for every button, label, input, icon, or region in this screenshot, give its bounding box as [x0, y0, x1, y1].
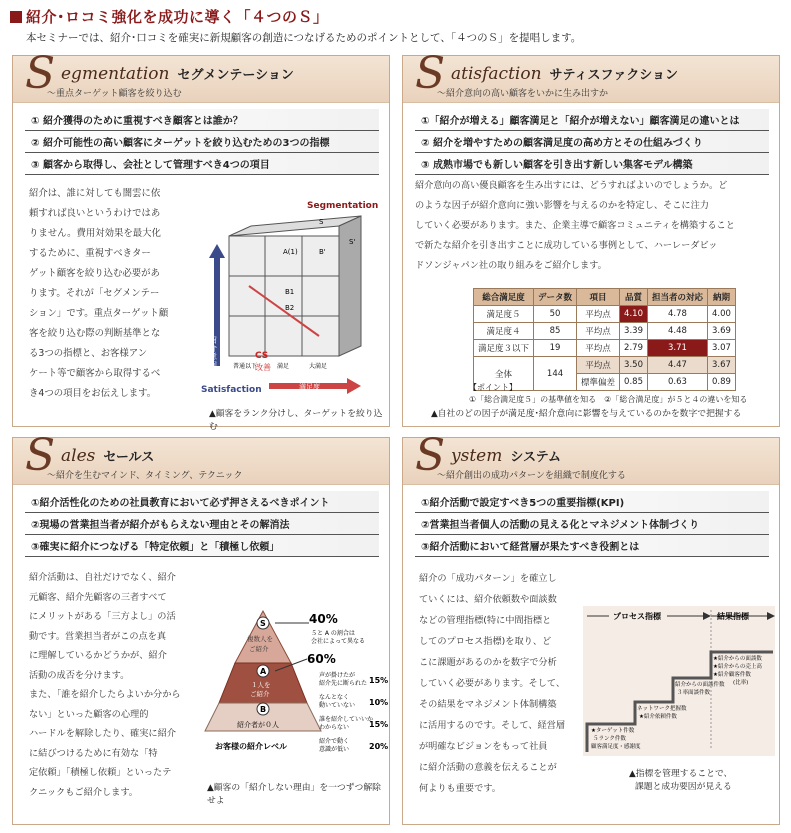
satisfaction-title: atisfaction サティスファクション	[451, 64, 678, 84]
satisfaction-body: 紹介意向の高い優良顧客を生み出すには、どうすればよいのでしょうか。ど のような因子が紹介意向に強い影響を与えるのかを特定し、そこに注力 していく必要があります。また、企業主導で顧客コミュニティを構築すること で新たな紹介を引き出すことに成功している事例として、ハーレーダビッ ドソンジャパン社の取り組みをご紹介します。	[415, 180, 735, 271]
segmentation-header	[13, 48, 389, 103]
segmentation-initial: S	[25, 48, 56, 99]
sales-panel	[12, 430, 390, 825]
point-item: ③確実に紹介につなげる「特定依頼」と「積極し依頼」	[25, 535, 379, 557]
svg-text:10%: 10%	[369, 698, 388, 707]
svg-text:★ターゲット件数: ★ターゲット件数	[591, 728, 635, 734]
segmentation-cube-figure	[199, 196, 385, 396]
svg-text:15%: 15%	[369, 676, 388, 685]
svg-text:声が掛けたが: 声が掛けたが	[319, 672, 356, 679]
svg-text:５と A の割合は: ５と A の割合は	[311, 630, 355, 637]
svg-text:CS: CS	[255, 351, 269, 361]
svg-text:普通以下: 普通以下	[233, 363, 258, 370]
svg-text:ご紹介: ご紹介	[249, 645, 269, 653]
point-item: ① 紹介獲得のために重視すべき顧客とは誰か？	[25, 109, 379, 131]
svg-text:(比率): (比率)	[733, 680, 749, 686]
segmentation-title: egmentation セグメンテーション	[61, 64, 294, 84]
svg-text:誰を紹介していいか: 誰を紹介していいか	[319, 716, 374, 723]
svg-text:S: S	[319, 218, 324, 226]
svg-text:B': B'	[319, 248, 326, 256]
sales-tagline: ～紹介を生むマインド、タイミング、テクニック	[47, 471, 243, 481]
system-title: ystem システム	[451, 446, 562, 466]
svg-text:３率面談件数: ３率面談件数	[677, 690, 711, 696]
page-title: 紹介･ロコミ強化を成功に導く「４つのＳ」	[10, 6, 329, 27]
svg-text:５ランク件数: ５ランク件数	[593, 736, 626, 742]
svg-text:改善: 改善	[255, 363, 271, 372]
svg-text:１人を: １人を	[251, 681, 271, 689]
svg-text:紹介者が０人: 紹介者が０人	[237, 721, 279, 729]
system-points	[415, 491, 769, 557]
satisfaction-tagline: ～紹介意向の高い顧客をいかに生み出すか	[437, 89, 609, 99]
point-item: ①「紹介が増える」顧客満足と「紹介が増えない」顧客満足の違いとは	[415, 109, 769, 131]
satisfaction-panel	[402, 48, 780, 427]
svg-text:プロセス指標: プロセス指標	[613, 612, 661, 621]
svg-text:ご紹介: ご紹介	[250, 690, 270, 698]
segmentation-tagline: ～重点ターゲット顧客を絞り込む	[47, 89, 182, 99]
svg-text:★紹介顧客件数: ★紹介顧客件数	[713, 672, 751, 678]
segmentation-body: 紹介は、誰に対しても闇雲に依 頼すれば良いというわけではあ りません。費用対効果を最大化 するために、重視すべきター ゲット顧客を絞り込む必要があ ります。それが「セグメンテー ション」です。重点ターゲット顧 客を絞り込む際の判断基準とな る3つの指標と、お客様アン ケート等で顧客から取得するべ き4つの項目をお伝えします。	[29, 188, 169, 399]
svg-text:紹介意向: 紹介意向	[208, 336, 218, 368]
svg-text:顧客満足度・感謝度: 顧客満足度・感謝度	[591, 744, 641, 750]
svg-text:わからない: わからない	[319, 724, 350, 731]
point-item: ③ 成熟市場でも新しい顧客を引き出す新しい集客モデル構築	[415, 153, 769, 175]
title-square-icon	[10, 11, 22, 23]
sales-points	[25, 491, 379, 557]
sales-body: 紹介活動は、自社だけでなく、紹介 元顧客、紹介先顧客の三者すべて にメリットがある「三方よし」の活 動です。営業担当者がこの点を真 に理解しているかどうかが、紹介 活動の成否を分けます。 また、「誰を紹介したらよいか分から ない」といった顧客の心理的 ハードルを解除したり、確実に紹介 に結びつけるために有効な「特 定依頼」「積極し依頼」といったテ クニックもご紹介します。	[29, 572, 181, 798]
sales-caption: ▲顧客の「紹介しない理由」を一つずつ解除せよ	[207, 783, 381, 806]
svg-text:★紹介依頼件数: ★紹介依頼件数	[639, 714, 677, 720]
svg-text:15%: 15%	[369, 720, 388, 729]
svg-text:★紹介からの面談数: ★紹介からの面談数	[713, 656, 762, 662]
svg-text:B2: B2	[285, 304, 295, 312]
svg-text:満足: 満足	[277, 363, 290, 370]
point-item: ② 紹介可能性の高い顧客にターゲットを絞り込むための3つの指標	[25, 131, 379, 153]
reason-list	[319, 671, 388, 753]
sales-initial: S	[25, 430, 56, 481]
point-item: ②現場の営業担当者が紹介がもらえない理由とその解消法	[25, 513, 379, 535]
system-body: 紹介の「成功パターン」を確立し ていくには、紹介依頼数や面談数 などの管理指標(特に中間指標と してのプロセス指標)を取り、ど こに課題があるのかを数字で分析 していく必要があります。そして、 その結果をマネジメント体制構築 に活用するのです。そして、経営層 が明確なビジョンをもって社員 に紹介活動の意義を伝えることが 何よりも重要です。	[419, 573, 566, 794]
svg-text:40%: 40%	[309, 612, 338, 626]
svg-text:S': S'	[349, 238, 356, 246]
svg-text:結果指標: 結果指標	[717, 612, 749, 621]
table-row: 標準偏差 0.85 0.63 0.89	[474, 374, 736, 391]
point-item: ③紹介活動において経営層が果たすべき役割とは	[415, 535, 769, 557]
svg-text:紹介先に断られた: 紹介先に断られた	[319, 680, 368, 687]
table-row: 満足度４ 85 平均点 3.39 4.48 3.69	[474, 323, 736, 340]
sales-title: ales セールス	[61, 446, 155, 466]
svg-text:60%: 60%	[307, 652, 336, 666]
satisfaction-initial: S	[415, 48, 446, 99]
svg-text:20%: 20%	[369, 742, 388, 751]
point-item: ①紹介活性化のための社員教育において必ず押さえるべきポイント	[25, 491, 379, 513]
svg-text:お客様の紹介レベル: お客様の紹介レベル	[215, 742, 287, 751]
satisfaction-table: 総合満足度 データ数 項目 品質 担当者の対応 納期 満足度５ 50 平均点 4.10 4.78 4.00 満足度４ 85 平均点 3.39 4.48 3.69 満足度３以下 19 平均点 2.79 3.71 3.07 全体 144 平均点 3.50 4.47 3.67 標準偏差 0.85 0.63 0.89	[473, 288, 736, 391]
svg-text:A: A	[260, 667, 267, 676]
svg-text:大満足: 大満足	[309, 363, 328, 370]
svg-text:動いていない: 動いていない	[319, 702, 356, 709]
svg-text:ネットワーク把握数: ネットワーク把握数	[637, 706, 687, 712]
point-item: ③ 顧客から取得し、会社として管理すべき4つの項目	[25, 153, 379, 175]
system-header	[403, 430, 779, 485]
system-caption: ▲指標を管理することで、 課題と成功要因が見える	[629, 769, 733, 792]
point-item: ② 紹介を増やすための顧客満足度の高め方とその仕組みづくり	[415, 131, 769, 153]
segmentation-points	[25, 109, 379, 175]
svg-text:B: B	[260, 705, 267, 714]
point-item: ①紹介活動で設定すべき5つの重要指標(KPI)	[415, 491, 769, 513]
satisfaction-header	[403, 48, 779, 103]
satisfaction-caption: ▲自社のどの因子が満足度･紹介意向に影響を与えているのかを数字で把握する	[431, 409, 742, 419]
svg-text:紹介で動く: 紹介で動く	[319, 738, 350, 745]
svg-text:満足度: 満足度	[299, 383, 320, 391]
svg-text:意識が低い: 意識が低い	[319, 746, 350, 753]
point-item: ②営業担当者個人の活動の見える化とマネジメント体制づくり	[415, 513, 769, 535]
segmentation-caption: ▲顧客をランク分けし、ターゲットを絞り込む	[209, 409, 383, 432]
svg-text:S: S	[260, 619, 266, 628]
svg-text:会社によって異なる: 会社によって異なる	[311, 638, 366, 645]
system-stairs-figure	[583, 606, 775, 756]
system-initial: S	[415, 430, 446, 481]
satisfaction-points	[415, 109, 769, 175]
svg-text:紹介からの面談件数: 紹介からの面談件数	[675, 682, 725, 688]
fig-top-label: Segmentation	[307, 201, 379, 211]
system-panel	[402, 430, 780, 825]
sales-pyramid-figure	[203, 603, 388, 768]
table-row: 満足度５ 50 平均点 4.10 4.78 4.00	[474, 306, 736, 323]
svg-text:★紹介からの売上高: ★紹介からの売上高	[713, 664, 762, 670]
svg-text:なんとなく: なんとなく	[319, 694, 350, 701]
table-row: 満足度３以下 19 平均点 2.79 3.71 3.07	[474, 340, 736, 357]
svg-text:Satisfaction: Satisfaction	[201, 385, 262, 395]
segmentation-panel	[12, 48, 390, 432]
satisfaction-note: 【ポイント】 ①「総合満足度５」の基準値を知る ②「総合満足度」が５と４の違いを知る	[469, 383, 748, 404]
svg-text:B1: B1	[285, 288, 295, 296]
sales-header	[13, 430, 389, 485]
page-subtitle: 本セミナーでは、紹介･口コミを確実に新規顧客の創造につなげるためのポイントとして、「４つのＳ」を提唱します。	[26, 32, 582, 44]
svg-text:A(1): A(1)	[283, 248, 298, 256]
table-row: 全体 144 平均点 3.50 4.47 3.67	[474, 357, 736, 374]
svg-text:複数人を: 複数人を	[247, 635, 273, 643]
system-tagline: ～紹介創出の成功パターンを組織で制度化する	[437, 471, 626, 481]
